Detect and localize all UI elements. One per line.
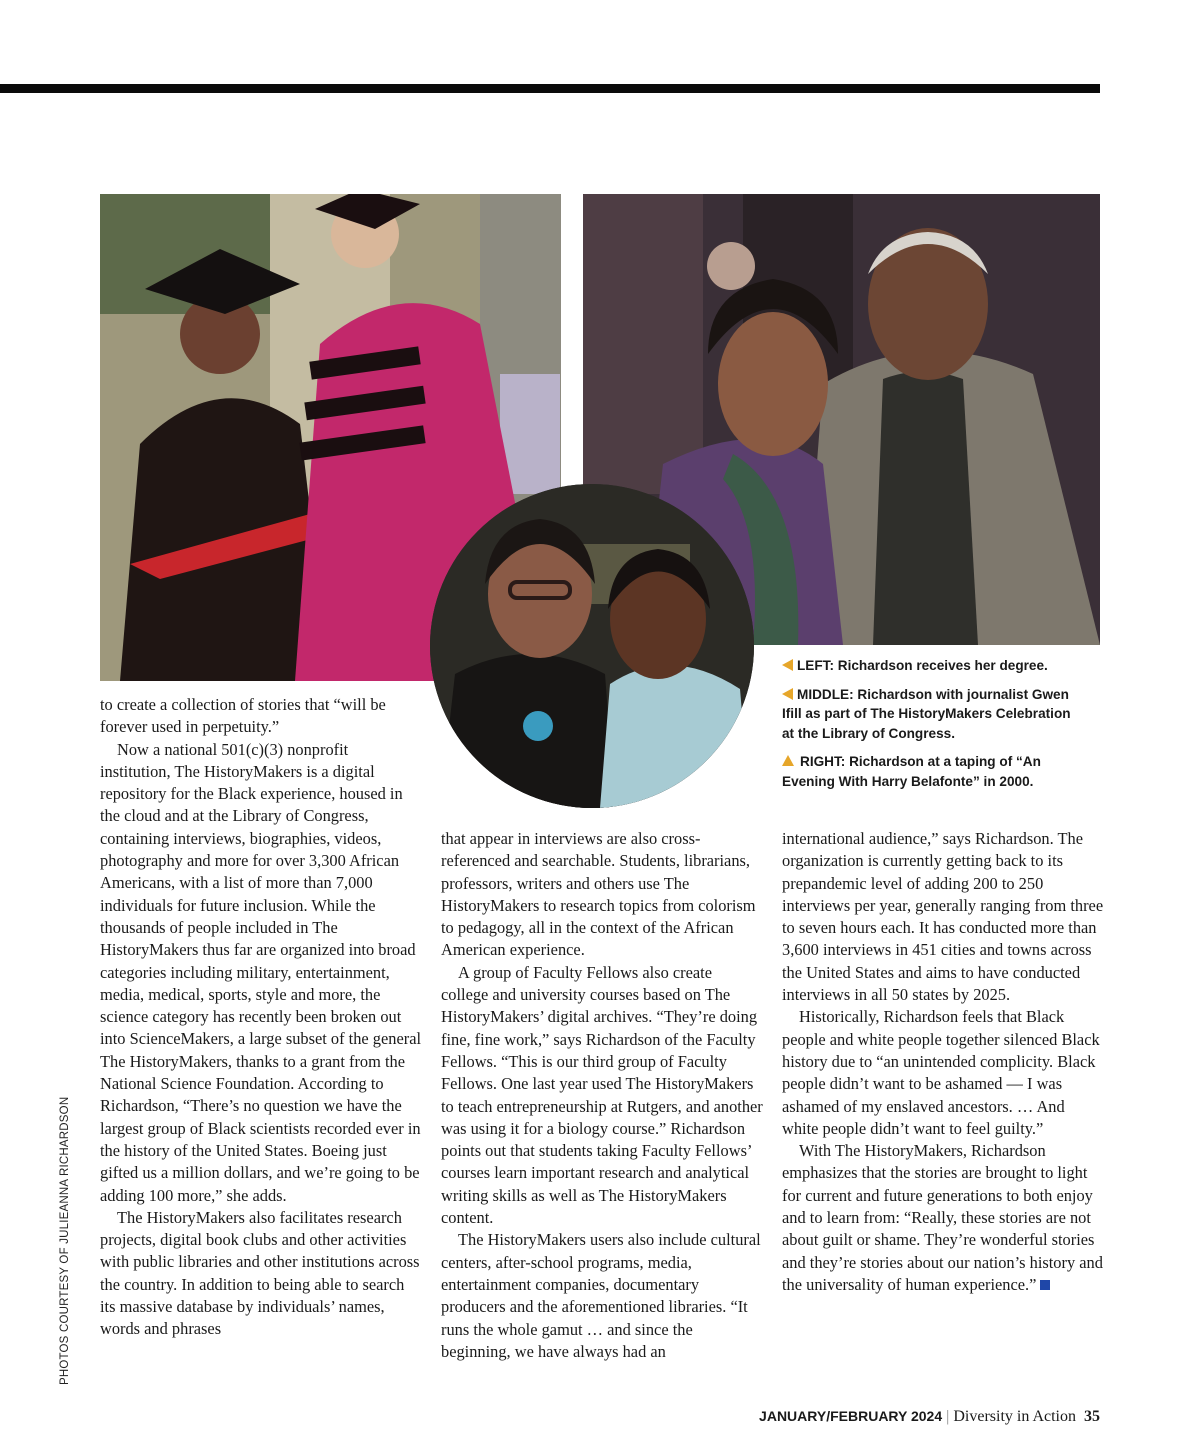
paragraph: Historically, Richardson feels that Black people and white people together silenced Black history due to “an unintended complicity. Black people didn’t want to be ashamed — I was ashamed of my enslaved ancestors. … And white people didn’t want to feel guilty.” (782, 1007, 1100, 1138)
magazine-name: Diversity in Action (953, 1408, 1076, 1425)
photo-credit: PHOTOS COURTESY OF JULIEANNA RICHARDSON (59, 1096, 71, 1385)
top-rule (0, 84, 1100, 93)
paragraph: The HistoryMakers also facilitates research projects, digital book clubs and other activities with public libraries and other institutions across the country. In addition to being able to search its massive database by individuals’ names, words and phrases (100, 1207, 420, 1339)
article-column-3 (782, 828, 1104, 1296)
end-mark-icon (1040, 1280, 1050, 1290)
article-column-2 (441, 828, 763, 1363)
paragraph: Now a national 501(c)(3) nonprofit institution, The HistoryMakers is a digital repository for the Black experience, housed in the cloud and at the Library of Congress, containing interviews, biographies, videos, photography and more for over 3,300 African Americans, with a list of more than 7,000 individuals for future inclusion. While the thousands of people included in The HistoryMakers thus far are organized into broad categories including military, entertainment, media, medical, sports, style and more, the science category has recently been broken out into ScienceMakers, a large subset of the general The HistoryMakers, thanks to a grant from the National Science Foundation. According to Richardson, “There’s no question we have the largest group of Black scientists recorded ever in the history of the United States. Boeing just gifted us a million dollars, and we’re going to be adding 100 more,” she adds. (100, 739, 422, 1205)
paragraph: that appear in interviews are also cross-referenced and searchable. Students, librarians, professors, writers and others use The HistoryMakers to research topics from colorism to pedagogy, all in the context of the African American experience. (441, 829, 756, 960)
paragraph: The HistoryMakers users also include cultural centers, after-school programs, media, entertainment companies, documentary producers and the aforementioned libraries. “It runs the whole gamut … and since the beginning, we have always had an (441, 1230, 761, 1361)
photo-captions (782, 656, 1082, 800)
arrow-up-icon (782, 755, 794, 766)
photo-ifill-circle (430, 484, 754, 808)
paragraph: A group of Faculty Fellows also create college and university courses based on The HistoryMakers’ digital archives. “They’re doing fine, fine work,” says Richardson of the Faculty Fellows. “This is our third group of Faculty Fellows. One last year used The HistoryMakers to teach entrepreneurship at Rutgers, and another was using it for a biology course.” Richardson points out that students taking Faculty Fellows’ courses learn important research and analytical writing skills as well as The HistoryMakers content. (441, 962, 763, 1228)
arrow-left-icon (782, 688, 793, 700)
footer-separator: | (946, 1408, 950, 1425)
article-column-1 (100, 694, 422, 1341)
caption-left: LEFT: Richardson receives her degree. (782, 656, 1082, 676)
paragraph (782, 1140, 1104, 1296)
paragraph: to create a collection of stories that “will be forever used in perpetuity.” (100, 695, 386, 737)
page-number: 35 (1084, 1408, 1100, 1425)
caption-right: RIGHT: Richardson at a taping of “An Evening With Harry Belafonte” in 2000. (782, 754, 1041, 789)
paragraph-text: With The HistoryMakers, Richardson emphasizes that the stories are brought to light for current and future generations to both enjoy and to learn from: “Really, these stories are not about guilt or shame. They’re wonderful stories and they’re stories about our nation’s history and the universality of human experience.” (782, 1141, 1103, 1294)
arrow-left-icon (782, 659, 793, 671)
ifill-illustration (430, 484, 754, 808)
issue-date: JANUARY/FEBRUARY 2024 (759, 1408, 943, 1424)
paragraph: international audience,” says Richardson. The organization is currently getting back to its prepandemic level of adding 200 to 250 interviews per year, generally ranging from three to seven hours each. It has conducted more than 3,600 interviews in 451 cities and towns across the United States and aims to have conducted interviews in all 50 states by 2025. (782, 829, 1104, 1005)
caption-middle: MIDDLE: Richardson with journalist Gwen Ifill as part of The HistoryMakers Celebration at the Library of Congress. (782, 686, 1071, 741)
page-footer (759, 1408, 1100, 1426)
